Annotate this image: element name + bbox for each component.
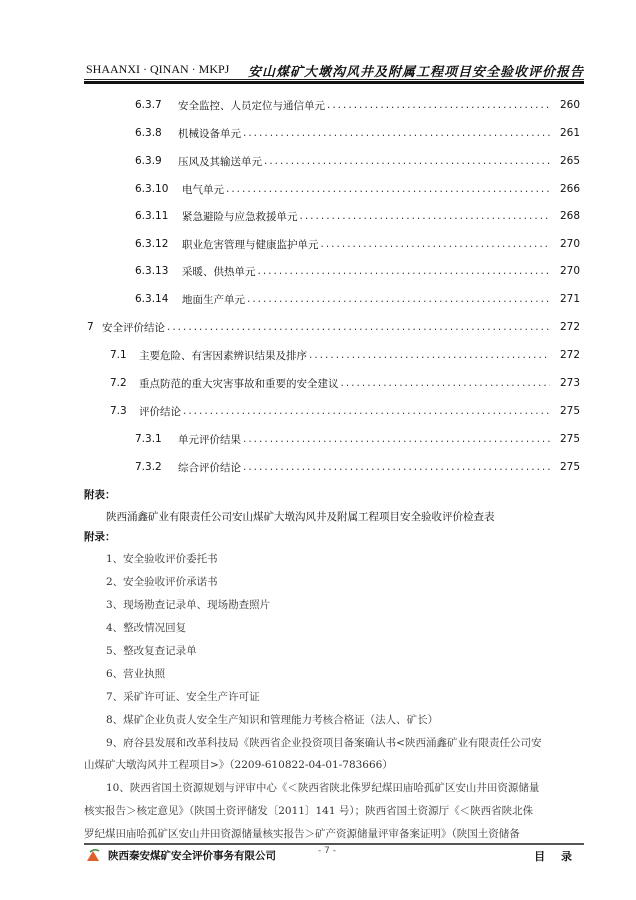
toc-number: 7.3.2 — [135, 461, 162, 473]
appendix-item: 8、煤矿企业负责人安全生产知识和管理能力考核合格证（法人、矿长） — [106, 714, 439, 726]
appendix-item: 9、府谷县发展和改革科技局《陕西省企业投资项目备案确认书<陕西涌鑫矿业有限责任公司安 — [106, 737, 542, 749]
toc-label: 综合评价结论 — [178, 461, 241, 474]
toc-number: 6.3.7 — [135, 99, 162, 111]
appendix-item: 7、采矿许可证、安全生产许可证 — [106, 691, 260, 703]
appendix-item: 4、整改情况回复 — [106, 622, 187, 634]
toc-entry[interactable] — [0, 206, 636, 226]
toc-number: 7.3 — [110, 405, 127, 417]
toc-entry[interactable] — [0, 123, 636, 143]
toc-page: 260 — [559, 99, 580, 111]
toc-label: 主要危险、有害因素辨识结果及排序 — [139, 349, 307, 362]
toc-leader-dots — [243, 127, 550, 139]
toc-label: 单元评价结果 — [178, 433, 241, 446]
toc-page: 270 — [559, 265, 580, 277]
appendix-item: 罗纪煤田庙哈孤矿区安山井田资源储量核实报告＞矿产资源储量评审备案证明》（陕国土资储备 — [84, 828, 520, 840]
toc-label: 重点防范的重大灾害事故和重要的安全建议 — [139, 377, 339, 390]
toc-entry[interactable] — [0, 151, 636, 171]
toc-leader-dots — [183, 405, 550, 417]
toc-page: 261 — [559, 127, 580, 139]
toc-entry[interactable] — [0, 429, 636, 449]
toc-page: 265 — [559, 155, 580, 167]
toc-leader-dots — [327, 99, 550, 111]
toc-leader-dots — [226, 183, 550, 195]
toc-entry[interactable] — [0, 401, 636, 421]
toc-number: 7.1 — [110, 349, 127, 361]
footer-rule — [84, 843, 584, 845]
toc-page: 271 — [559, 293, 580, 305]
appendix-item: 5、整改复查记录单 — [106, 645, 197, 657]
toc-page: 275 — [559, 433, 580, 445]
toc-number: 6.3.13 — [135, 265, 169, 277]
toc-entry[interactable] — [0, 234, 636, 254]
attached-table-heading: 附表： — [84, 489, 116, 501]
toc-number: 6.3.9 — [135, 155, 162, 167]
appendix-item: 2、安全验收评价承诺书 — [106, 576, 218, 588]
footer-section: 目 录 — [534, 850, 578, 863]
toc-label: 机械设备单元 — [178, 127, 241, 140]
toc-entry[interactable] — [0, 95, 636, 115]
toc-label: 紧急避险与应急救援单元 — [182, 210, 298, 223]
toc-leader-dots — [247, 293, 550, 305]
toc-leader-dots — [309, 349, 550, 361]
appendix-item: 10、陕西省国土资源规划与评审中心《＜陕西省陕北侏罗纪煤田庙哈孤矿区安山井田资源储量 — [106, 782, 540, 794]
toc-leader-dots — [243, 433, 550, 445]
toc-page: 275 — [559, 461, 580, 473]
toc-page: 270 — [559, 238, 580, 250]
toc-leader-dots — [300, 210, 551, 222]
toc-page: 272 — [559, 321, 580, 333]
toc-leader-dots — [264, 155, 550, 167]
toc-entry[interactable] — [0, 457, 636, 477]
toc-label: 地面生产单元 — [182, 293, 245, 306]
toc-number: 6.3.8 — [135, 127, 162, 139]
toc-page: 266 — [559, 183, 580, 195]
company-logo-icon — [86, 848, 100, 862]
toc-label: 安全评价结论 — [102, 321, 165, 334]
toc-leader-dots — [321, 238, 551, 250]
toc-label: 压风及其输送单元 — [178, 155, 262, 168]
toc-number: 7.3.1 — [135, 433, 162, 445]
appendix-heading: 附录： — [84, 531, 116, 543]
attached-table-item: 陕西涌鑫矿业有限责任公司安山煤矿大墩沟风井及附属工程项目安全验收评价检查表 — [106, 511, 495, 523]
header-rule-thick — [84, 81, 584, 84]
toc-number: 6.3.11 — [135, 210, 169, 222]
toc-label: 职业危害管理与健康监护单元 — [182, 238, 319, 251]
header-left: SHAANXI · QINAN · MKPJ — [86, 62, 230, 76]
toc-page: 268 — [559, 210, 580, 222]
header-title: 安山煤矿大墩沟风井及附属工程项目安全验收评价报告 — [247, 65, 584, 80]
appendix-item: 3、现场勘查记录单、现场勘查照片 — [106, 599, 271, 611]
appendix-item: 1、安全验收评价委托书 — [106, 553, 218, 565]
toc-leader-dots — [167, 321, 550, 333]
toc-entry[interactable] — [0, 289, 636, 309]
toc-number: 7.2 — [110, 377, 127, 389]
toc-entry[interactable] — [0, 179, 636, 199]
appendix-item: 核实报告＞核定意见》（陕国土资评储发〔2011〕141 号）；陕西省国土资源厅《＜陕西省陕北侏 — [84, 805, 534, 817]
toc-page: 272 — [559, 349, 580, 361]
toc-label: 评价结论 — [139, 405, 181, 418]
toc-leader-dots — [258, 265, 551, 277]
toc-leader-dots — [243, 461, 550, 473]
toc-label: 电气单元 — [182, 183, 224, 196]
toc-entry[interactable] — [0, 317, 636, 337]
appendix-item: 6、营业执照 — [106, 668, 166, 680]
appendix-item: 山煤矿大墩沟风井工程项目>》（2209-610822-04-01-783666） — [84, 759, 393, 771]
toc-entry[interactable] — [0, 345, 636, 365]
toc-number: 6.3.14 — [135, 293, 169, 305]
toc-label: 安全监控、人员定位与通信单元 — [178, 99, 325, 112]
footer-page-number: - 7 - — [318, 846, 336, 856]
toc-leader-dots — [341, 377, 551, 389]
toc-number: 6.3.12 — [135, 238, 169, 250]
toc-page: 275 — [559, 405, 580, 417]
toc-page: 273 — [559, 377, 580, 389]
toc-number: 6.3.10 — [135, 183, 169, 195]
header-rule — [84, 79, 584, 80]
footer-company: 陕西秦安煤矿安全评价事务有限公司 — [108, 850, 276, 862]
toc-label: 采暖、供热单元 — [182, 265, 256, 278]
toc-entry[interactable] — [0, 261, 636, 281]
toc-number: 7 — [87, 321, 94, 333]
toc-entry[interactable] — [0, 373, 636, 393]
